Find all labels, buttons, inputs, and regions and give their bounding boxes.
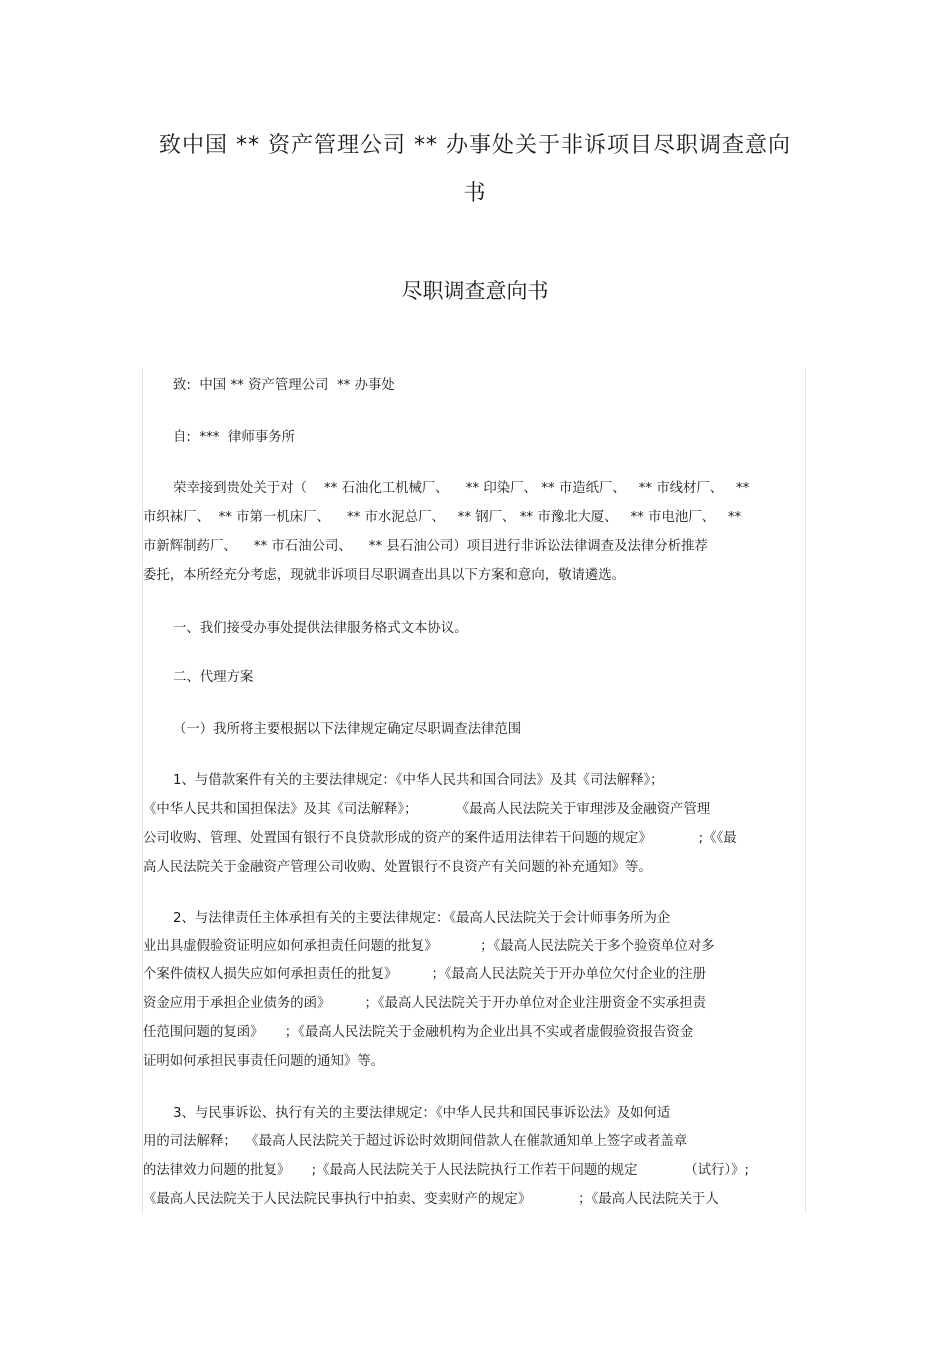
paragraph-2-line: 证明如何承担民事责任问题的通知》等。: [143, 1054, 385, 1069]
section-two-heading: 二、代理方案: [173, 670, 254, 685]
recipient-line: 致: 中国 ** 资产管理公司 ** 办事处: [173, 378, 395, 393]
section-one-heading: 一、我们接受办事处提供法律服务格式文本协议。: [173, 621, 468, 636]
paragraph-2-line: 2、与法律责任主体承担有关的主要法律规定：《最高人民法院关于会计师事务所为企: [173, 911, 671, 926]
paragraph-1-line: 公司收购、管理、处置国有银行不良贷款形成的资产的案件适用法律若干问题的规定》 ;《《最: [143, 831, 737, 846]
intro-paragraph-line: 荣幸接到贵处关于对（ ** 石油化工机械厂、 ** 印染厂、 ** 市造纸厂、 ** 市线材厂、 **: [173, 481, 750, 496]
paragraph-2-line: 业出具虚假验资证明应如何承担责任问题的批复》 ；《最高人民法院关于多个验资单位对多: [143, 939, 715, 954]
sender-line: 自: *** 律师事务所: [173, 430, 295, 445]
subsection-one-heading: （一）我所将主要根据以下法律规定确定尽职调查法律范围: [173, 722, 522, 737]
paragraph-3-line: 的法律效力问题的批复》 ;《最高人民法院关于人民法院执行工作若干问题的规定 （试行）》;: [143, 1163, 750, 1178]
paragraph-1-line: 《中华人民共和国担保法》及其《司法解释》； 《最高人民法院关于审理涉及金融资产管理: [143, 802, 711, 817]
intro-paragraph-line: 市新辉制药厂、 ** 市石油公司、 ** 县石油公司）项目进行非诉讼法律调查及法律分析推荐: [143, 539, 708, 554]
paragraph-2-line: 任范围问题的复函》 ；《最高人民法院关于金融机构为企业出具不实或者虚假验资报告资金: [143, 1025, 694, 1040]
paragraph-1-line: 1、与借款案件有关的主要法律规定：《中华人民共和国合同法》及其《司法解释》；: [173, 773, 664, 788]
document-title-line-1: 致中国 ** 资产管理公司 ** 办事处关于非诉项目尽职调查意向: [159, 133, 791, 158]
paragraph-3-line: 用的司法解释； 《最高人民法院关于超过诉讼时效期间借款人在催款通知单上签字或者盖章: [143, 1134, 688, 1149]
document-subtitle: 尽职调查意向书: [401, 279, 549, 303]
paragraph-3-line: 《最高人民法院关于人民法院民事执行中拍卖、变卖财产的规定》 ；《最高人民法院关于人: [143, 1192, 719, 1207]
paragraph-3-line: 3、与民事诉讼、执行有关的主要法律规定：《中华人民共和国民事诉讼法》及如何适: [173, 1106, 671, 1121]
paragraph-1-line: 高人民法院关于金融资产管理公司收购、处置银行不良资产有关问题的补充通知》等。: [143, 860, 652, 875]
paragraph-2-line: 个案件债权人损失应如何承担责任的批复》 ；《最高人民法院关于开办单位欠付企业的注册: [143, 967, 706, 982]
paragraph-2-line: 资金应用于承担企业债务的函》 ；《最高人民法院关于开办单位对企业注册资金不实承担责: [143, 996, 706, 1011]
intro-paragraph-line: 市织袜厂、 ** 市第一机床厂、 ** 市水泥总厂、 ** 钢厂、 ** 市豫北大厦、 ** 市电池厂、 **: [143, 510, 742, 525]
document-title-line-2: 书: [463, 181, 487, 206]
document-title: [0, 122, 950, 218]
intro-paragraph-line: 委托，本所经充分考虑，现就非诉项目尽职调查出具以下方案和意向，敬请遴选。: [143, 568, 626, 583]
